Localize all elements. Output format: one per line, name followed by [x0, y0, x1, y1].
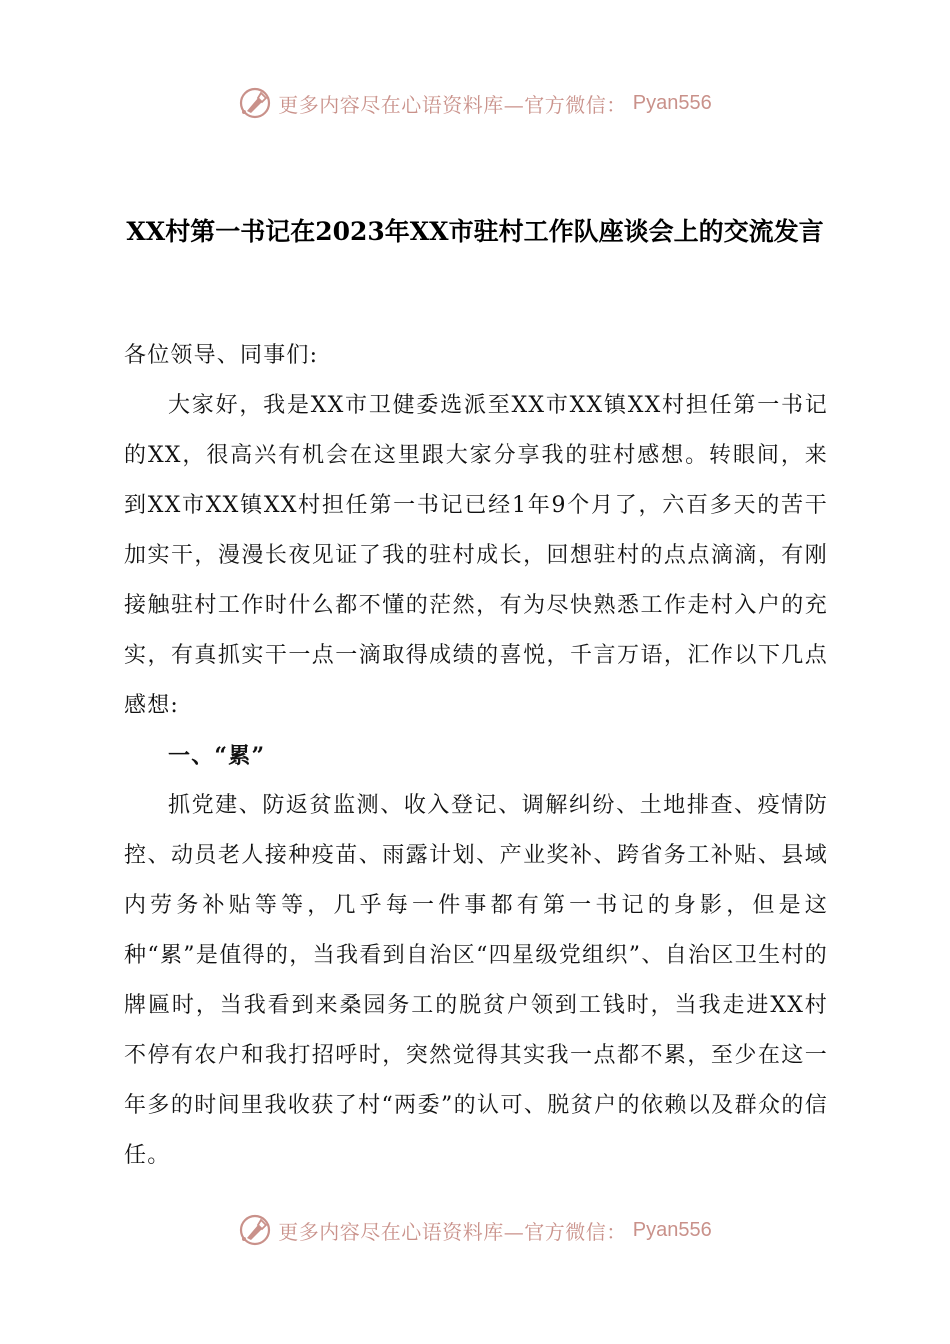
document-title: XX村第一书记在2023年XX市驻村工作队座谈会上的交流发言 [126, 217, 824, 246]
watermark-banner-top [0, 83, 950, 123]
pen-nib-circle-icon [238, 86, 272, 120]
watermark-text: 更多内容尽在心语资料库—官方微信： [278, 1219, 627, 1244]
document-body [124, 331, 828, 1181]
intro-paragraph: 大家好，我是XX市卫健委选派至XX市XX镇XX村担任第一书记的XX，很高兴有机会在这里跟大家分享我的驻村感想。转眼间，来到XX市XX镇XX村担任第一书记已经1年9个月了，六百多天的苦干加实干，漫漫长夜见证了我的驻村成长，回想驻村的点点滴滴，有刚接触驻村工作时什么都不懂的茫然，有为尽快熟悉工作走村入户的充实，有真抓实干一点一滴取得成绩的喜悦，千言万语，汇作以下几点感想: [124, 393, 828, 718]
watermark-wechat-id: Pyan556 [632, 1218, 712, 1241]
watermark-text: 更多内容尽在心语资料库—官方微信： [278, 92, 627, 117]
pen-nib-circle-icon [238, 1213, 272, 1247]
section-body-1: 抓党建、防返贫监测、收入登记、调解纠纷、土地排查、疫情防控、动员老人接种疫苗、雨露计划、产业奖补、跨省务工补贴、县域内劳务补贴等等，几乎每一件事都有第一书记的身影，但是这种“累”是值得的，当我看到自治区“四星级党组织”、自治区卫生村的牌匾时，当我看到来桑园务工的脱贫户领到工钱时，当我走进XX村不停有农户和我打招呼时，突然觉得其实我一点都不累，至少在这一年多的时间里我收获了村“两委”的认可、脱贫户的依赖以及群众的信任。 [124, 793, 828, 1168]
section-heading-1: 一、“累” [168, 743, 266, 769]
watermark-banner-bottom [0, 1210, 950, 1250]
salutation: 各位领导、同事们: [124, 343, 319, 368]
watermark-wechat-id: Pyan556 [632, 91, 712, 114]
